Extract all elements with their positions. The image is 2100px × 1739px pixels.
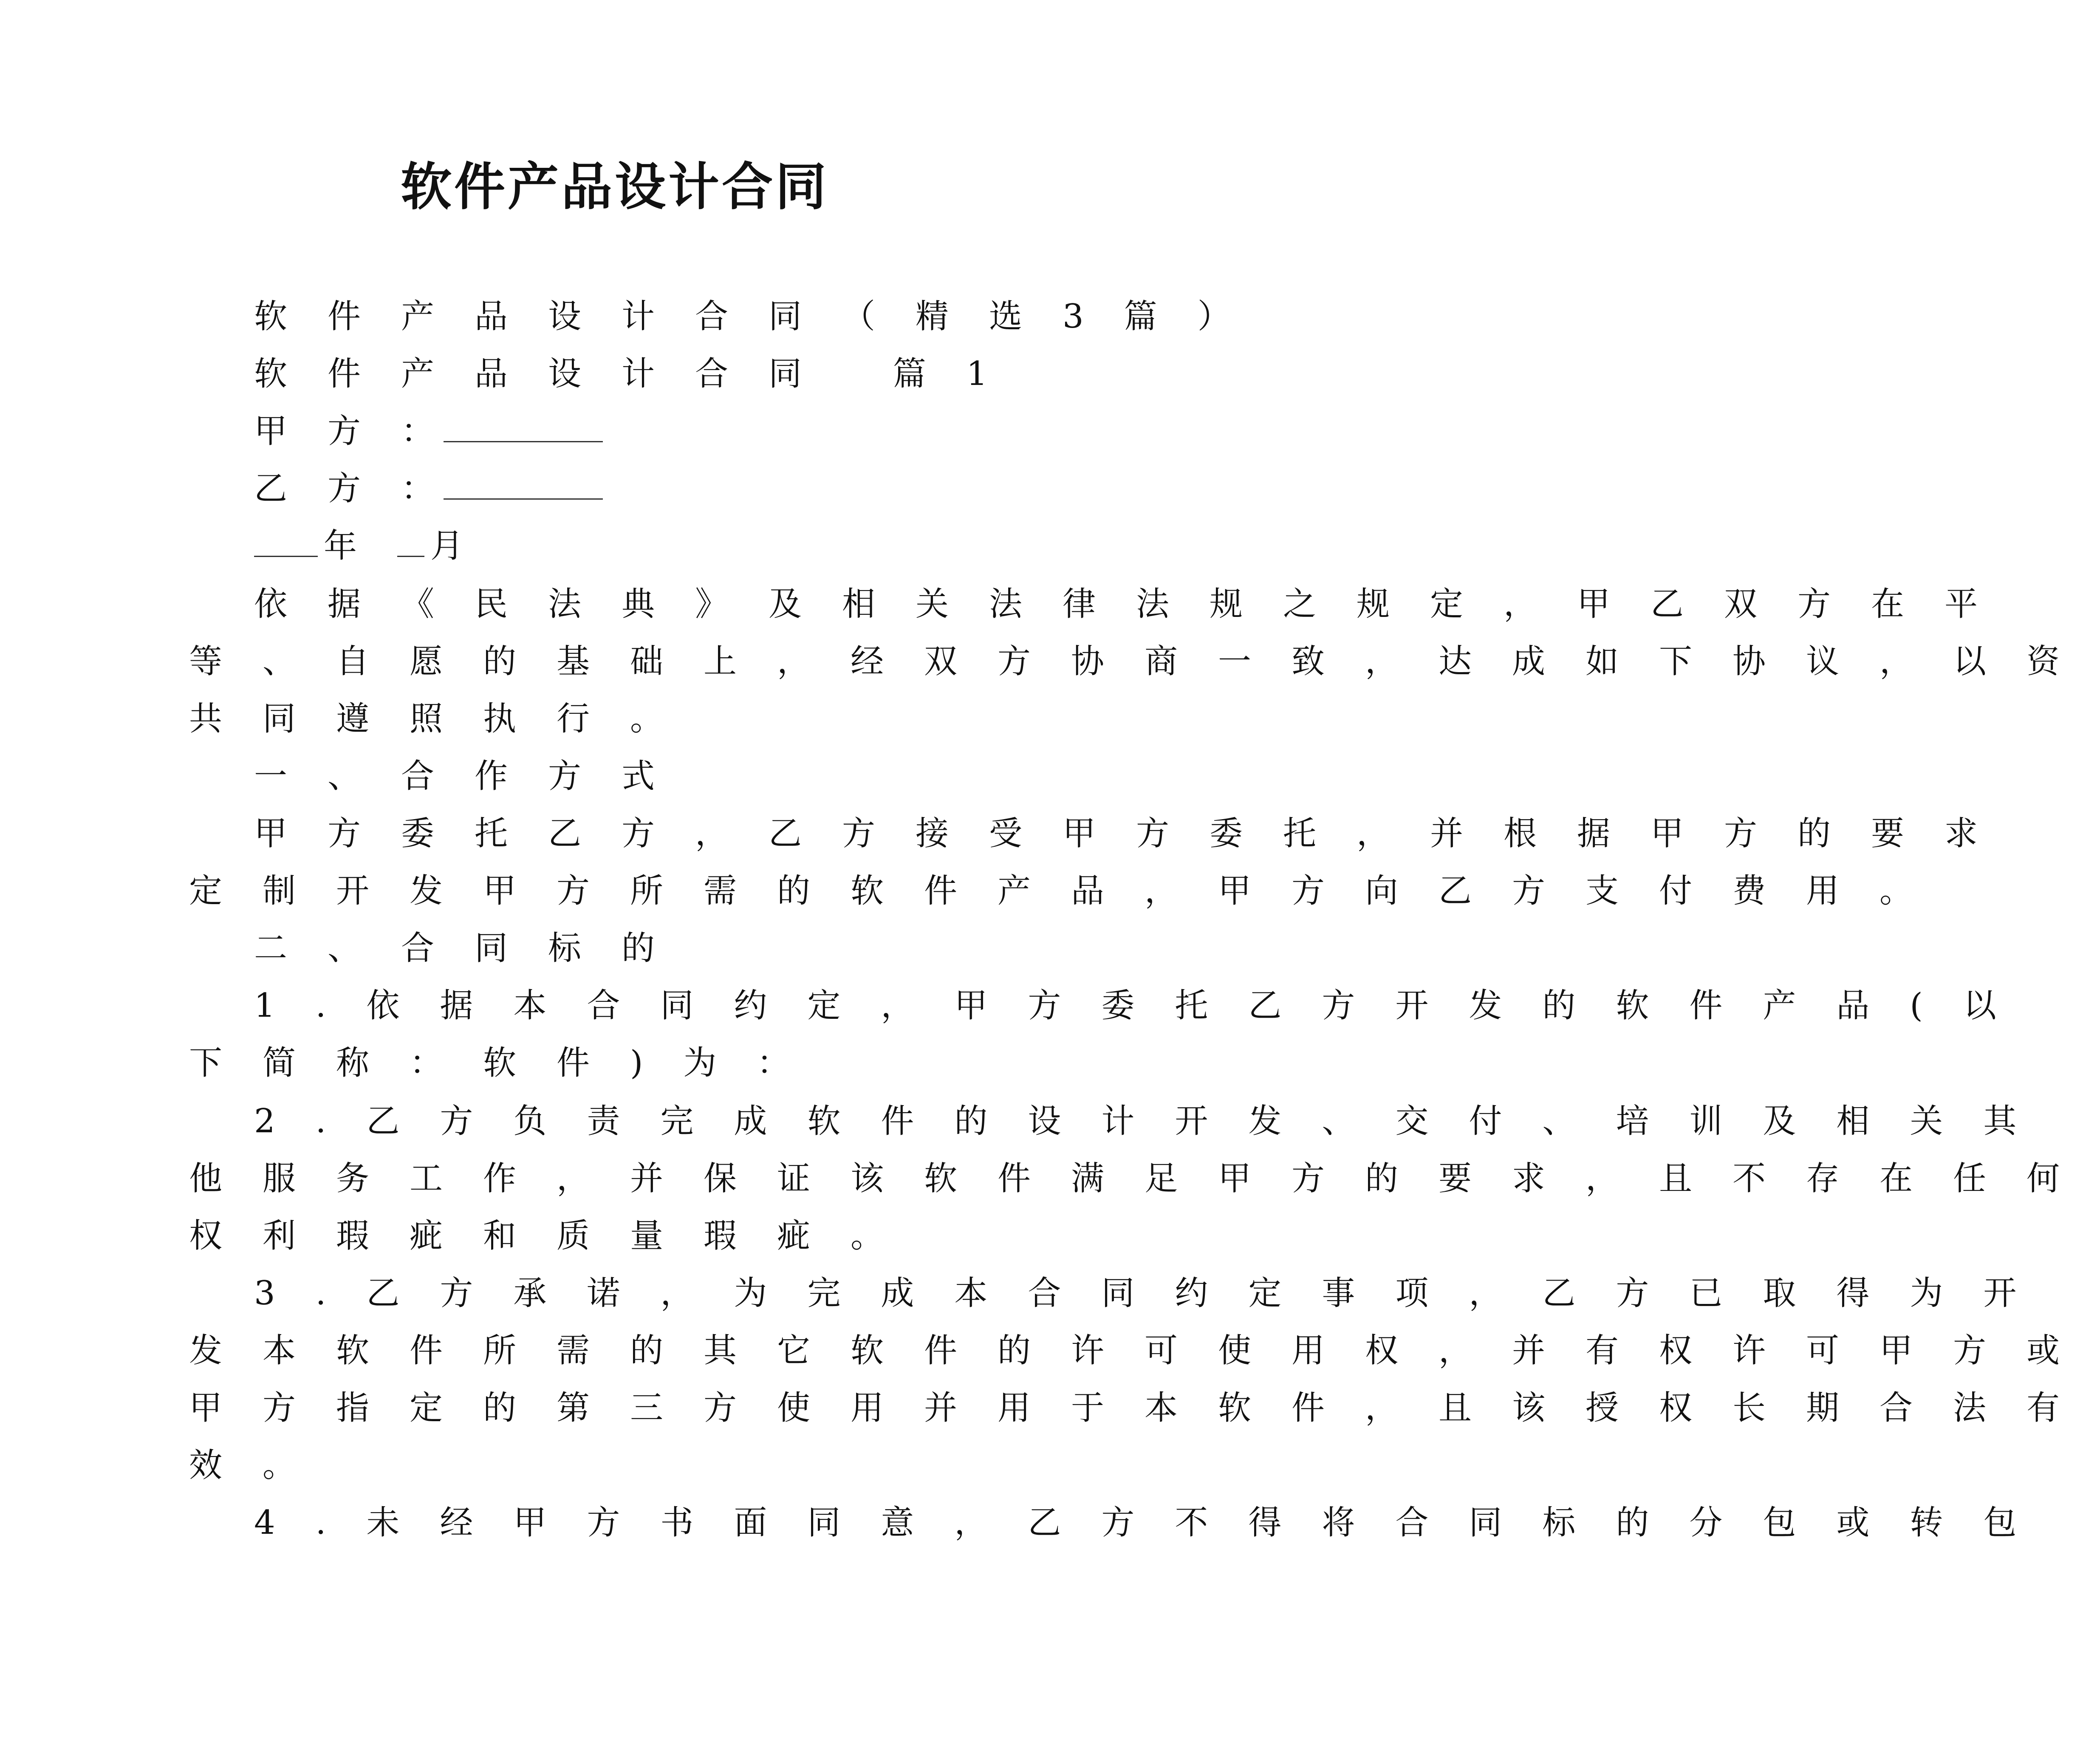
paragraph-line: 共同遵照执行。 <box>189 700 704 738</box>
party-b-line <box>254 463 1283 514</box>
clause-line: 下简称：软件)为： <box>189 1044 831 1082</box>
month-blank <box>397 528 424 557</box>
paragraph-line: 甲方委托乙方，乙方接受甲方委托，并根据甲方的要求 <box>254 814 2018 853</box>
section-heading-part1: 软件产品设计合同 篇1 <box>254 355 1028 393</box>
clause-line: 3.乙方承诺，为完成本合同约定事项，乙方已取得为开 <box>254 1274 2057 1312</box>
section-heading: 一、合作方式 <box>254 757 695 795</box>
clause-line: 他服务工作，并保证该软件满足甲方的要求，且不存在任何 <box>189 1159 2100 1198</box>
year-blank <box>254 528 318 557</box>
party-a-label: 甲方： <box>254 412 475 450</box>
subtitle-selected: 软件产品设计合同（精选3篇） <box>254 297 1271 336</box>
document-title: 软件产品设计合同 <box>401 157 829 217</box>
clause-line: 发本软件所需的其它软件的许可使用权，并有权许可甲方或 <box>189 1332 2100 1370</box>
party-a-line <box>254 406 1283 457</box>
party-a-blank <box>444 413 603 442</box>
party-b-blank <box>444 470 603 500</box>
paragraph-line: 等、自愿的基础上，经双方协商一致，达成如下协议，以资 <box>189 642 2100 681</box>
clause-line: 2.乙方负责完成软件的设计开发、交付、培训及相关其 <box>254 1102 2057 1140</box>
paragraph-line: 定制开发甲方所需的软件产品，甲方向乙方支付费用。 <box>189 872 1953 910</box>
clause-line: 1.依据本合同约定，甲方委托乙方开发的软件产品(以 <box>254 987 2037 1025</box>
party-b-label: 乙方： <box>254 469 475 508</box>
clause-line: 权利瑕疵和质量瑕疵。 <box>189 1217 924 1255</box>
clause-line: 效。 <box>189 1446 336 1485</box>
section-heading: 二、合同标的 <box>254 929 695 967</box>
clause-line: 4.未经甲方书面同意，乙方不得将合同标的分包或转包 <box>254 1504 2057 1542</box>
paragraph-line: 依据《民法典》及相关法律法规之规定，甲乙双方在平 <box>254 585 2018 623</box>
date-line <box>254 520 1283 571</box>
month-label: 月 <box>430 527 504 565</box>
clause-line: 甲方指定的第三方使用并用于本软件，且该授权长期合法有 <box>189 1389 2100 1427</box>
year-label: 年 <box>324 527 398 565</box>
